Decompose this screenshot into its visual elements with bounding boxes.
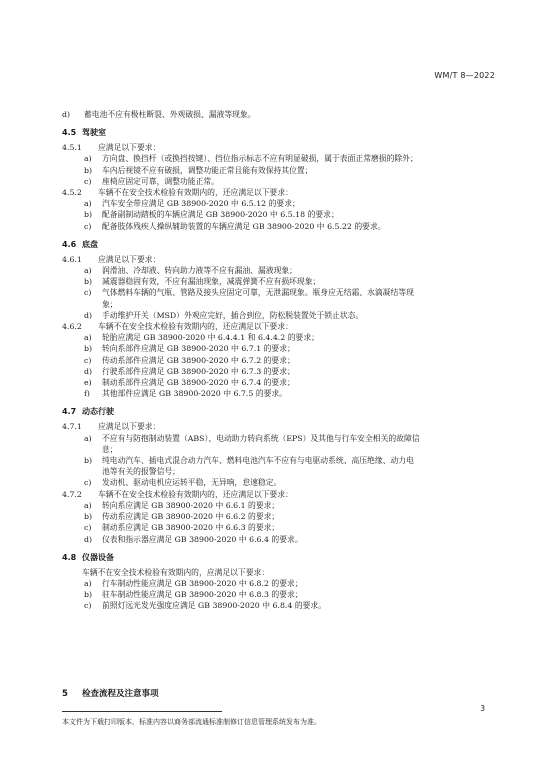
- list-item: [62, 433, 502, 444]
- list-item-text: 方向盘、换挡杆（或换挡按键）、挡位指示标志不应有明显破损，属于表面正常磨损的除外；: [102, 154, 418, 164]
- document-code: WM/T 8—2022: [434, 71, 495, 80]
- list-item: [62, 287, 502, 298]
- section-heading: [62, 406, 502, 418]
- list-item-text: 转向系部件应满足 GB 38900-2020 中 6.7.1 的要求；: [102, 344, 295, 354]
- chapter-title: 检查流程及注意事项: [82, 689, 159, 699]
- list-marker: c): [84, 601, 92, 611]
- list-item-text: 驻车制动性能应满足 GB 38900-2020 中 6.8.3 的要求；: [102, 590, 303, 600]
- list-marker: c): [84, 221, 92, 231]
- clause-number: 4.7.1: [62, 422, 82, 432]
- list-item: [62, 511, 502, 522]
- list-item-continuation: 象；: [102, 299, 118, 309]
- list-item: [62, 522, 502, 533]
- list-item: [62, 276, 502, 287]
- list-item-text: 纯电动汽车、插电式混合动力汽车、燃料电池汽车不应有与电驱动系统、高压绝缘、动力电: [102, 456, 414, 466]
- section-number: 4.6: [62, 239, 77, 249]
- list-item: [62, 589, 502, 600]
- clause: [62, 187, 502, 198]
- list-item-text: 配备副制动踏板的车辆应满足 GB 38900-2020 中 6.5.18 的要求；: [102, 210, 339, 220]
- list-item-text: 行驶系部件应满足 GB 38900-2020 中 6.7.3 的要求；: [102, 366, 295, 376]
- section-title: 仪器设备: [82, 552, 114, 562]
- list-item: [62, 332, 502, 343]
- list-item: [62, 388, 502, 399]
- list-item-text: 座椅应固定可靠，调整功能正常。: [102, 176, 219, 186]
- list-item-text: 轮胎应满足 GB 38900-2020 中 6.4.4.1 和 6.4.4.2 的要求；: [102, 333, 319, 343]
- list-item: [62, 500, 502, 511]
- clause-number: 4.7.2: [62, 489, 82, 499]
- list-item: [62, 455, 502, 466]
- list-item-text: 发动机、驱动电机应运转平稳，无异响，怠速稳定。: [102, 478, 282, 488]
- section-heading: [62, 552, 502, 564]
- list-item: [62, 176, 502, 187]
- list-item-text: 气体燃料车辆的气瓶、管路及接头应固定可靠，无泄漏现象。瓶身应无结霜、水滴凝结等现: [102, 288, 414, 298]
- clause-text: 车辆不在安全技术检验有效期内的，还应满足以下要求：: [98, 188, 293, 198]
- list-marker: c): [84, 355, 92, 365]
- list-marker: b): [84, 344, 93, 354]
- list-item: [62, 209, 502, 220]
- clause-number: 4.6.2: [62, 322, 82, 332]
- clause: [62, 142, 502, 153]
- document-body: [62, 109, 502, 612]
- list-item-continuation: 息；: [102, 444, 118, 454]
- list-marker: f): [84, 389, 90, 399]
- list-item: [62, 377, 502, 388]
- list-marker: c): [84, 523, 92, 533]
- section-number: 4.8: [62, 552, 77, 562]
- list-marker: c): [84, 478, 92, 488]
- footer-note: 本文件为下载打印版本，标准内容以商务部流通标准制修订信息管理系统发布为准。: [62, 718, 321, 726]
- list-item-text: 手动维护开关（MSD）外观应完好，插合到位，防松脱装置处于锁止状态。: [102, 310, 364, 320]
- list-item-text: 润滑油、冷却液、转向助力液等不应有漏油、漏液现象；: [102, 266, 297, 276]
- list-marker: a): [84, 578, 92, 588]
- list-item-text: 制动系部件应满足 GB 38900-2020 中 6.7.4 的要求；: [102, 378, 295, 388]
- clause-number: 4.6.1: [62, 254, 82, 264]
- list-marker: a): [84, 199, 92, 209]
- clause: [62, 321, 502, 332]
- list-marker: b): [84, 456, 93, 466]
- list-marker: d): [62, 110, 71, 119]
- list-item: [62, 343, 502, 354]
- list-item: [62, 198, 502, 209]
- clause-text: 车辆不在安全技术检验有效期内的，还应满足以下要求：: [98, 322, 293, 332]
- list-item: [62, 153, 502, 164]
- list-item-text: 车内后视镜不应有破损，调整功能正常且能有效保持其位置；: [102, 165, 313, 175]
- section-heading: [62, 239, 502, 251]
- list-item-text: 制动系应满足 GB 38900-2020 中 6.6.3 的要求；: [102, 523, 280, 533]
- list-item-text: 其他部件应满足 GB 38900-2020 中 6.7.5 的要求。: [102, 389, 288, 399]
- list-item-text: 仪表和指示器应满足 GB 38900-2020 中 6.6.4 的要求。: [102, 534, 303, 544]
- clause-text: 车辆不在安全技术检验有效期内的，还应满足以下要求：: [98, 489, 293, 499]
- list-marker: a): [84, 154, 92, 164]
- clause-text: 应满足以下要求：: [98, 254, 161, 264]
- list-item: [62, 366, 502, 377]
- list-item-text: 汽车安全带应满足 GB 38900-2020 中 6.5.12 的要求；: [102, 199, 300, 209]
- list-marker: b): [84, 590, 93, 600]
- section-number: 4.7: [62, 407, 77, 417]
- list-marker: b): [84, 210, 93, 220]
- list-item: [62, 109, 502, 120]
- list-item-text: 传动系部件应满足 GB 38900-2020 中 6.7.2 的要求；: [102, 355, 295, 365]
- section-number: 4.5: [62, 128, 77, 138]
- list-item-text: 蓄电池不应有极柱断裂、外观破损、漏液等现象。: [84, 110, 256, 119]
- list-marker: d): [84, 310, 93, 320]
- list-item-continuation: 池等有关的报警信号；: [102, 467, 180, 477]
- list-marker: a): [84, 266, 92, 276]
- list-item-text: 配备肢体残疾人操纵辅助装置的车辆应满足 GB 38900-2020 中 6.5.22 的要求。: [102, 221, 386, 231]
- list-item: [62, 221, 502, 232]
- clause-number: 4.5.2: [62, 188, 82, 198]
- clause: [62, 254, 502, 265]
- list-marker: a): [84, 500, 92, 510]
- clause-number: 4.5.1: [62, 143, 82, 153]
- list-marker: c): [84, 288, 92, 298]
- list-item: [62, 600, 502, 611]
- list-item-text: 减震器稳固有效，不应有漏油现象，减震弹簧不应有损坏现象；: [102, 277, 321, 287]
- chapter-number: 5: [62, 689, 68, 699]
- chapter-heading: [62, 687, 159, 699]
- list-marker: c): [84, 176, 92, 186]
- list-item-text: 转向系应满足 GB 38900-2020 中 6.6.1 的要求；: [102, 500, 280, 510]
- list-item: [62, 477, 502, 488]
- list-marker: b): [84, 165, 93, 175]
- list-marker: a): [84, 333, 92, 343]
- section-title: 驾驶室: [82, 128, 106, 138]
- list-marker: a): [84, 433, 92, 443]
- list-item-text: 行车制动性能应满足 GB 38900-2020 中 6.8.2 的要求；: [102, 578, 303, 588]
- list-item-text: 传动系应满足 GB 38900-2020 中 6.6.2 的要求；: [102, 512, 280, 522]
- list-item: [62, 534, 502, 545]
- footer-divider: [62, 711, 222, 712]
- paragraph: 车辆不在安全技术检验有效期内的，应满足以下要求：: [82, 567, 270, 577]
- section-title: 底盘: [82, 239, 98, 249]
- section-title: 动态行驶: [82, 407, 114, 417]
- section-heading: [62, 127, 502, 139]
- list-marker: b): [84, 277, 93, 287]
- clause: [62, 489, 502, 500]
- list-marker: d): [84, 534, 93, 544]
- list-item: [62, 165, 502, 176]
- clause: [62, 421, 502, 432]
- list-item-text: 不应有与防抱制动装置（ABS）、电动助力转向系统（EPS）及其他与行车安全相关的故障信: [102, 433, 420, 443]
- clause-text: 应满足以下要求：: [98, 143, 161, 153]
- list-item: [62, 265, 502, 276]
- clause-text: 应满足以下要求：: [98, 422, 161, 432]
- list-marker: e): [84, 378, 92, 388]
- list-marker: b): [84, 512, 93, 522]
- list-item: [62, 355, 502, 366]
- list-marker: d): [84, 366, 93, 376]
- page-number: 3: [480, 704, 485, 713]
- list-item-text: 前照灯远光发光强度应满足 GB 38900-2020 中 6.8.4 的要求。: [102, 601, 327, 611]
- list-item: [62, 578, 502, 589]
- list-item: [62, 310, 502, 321]
